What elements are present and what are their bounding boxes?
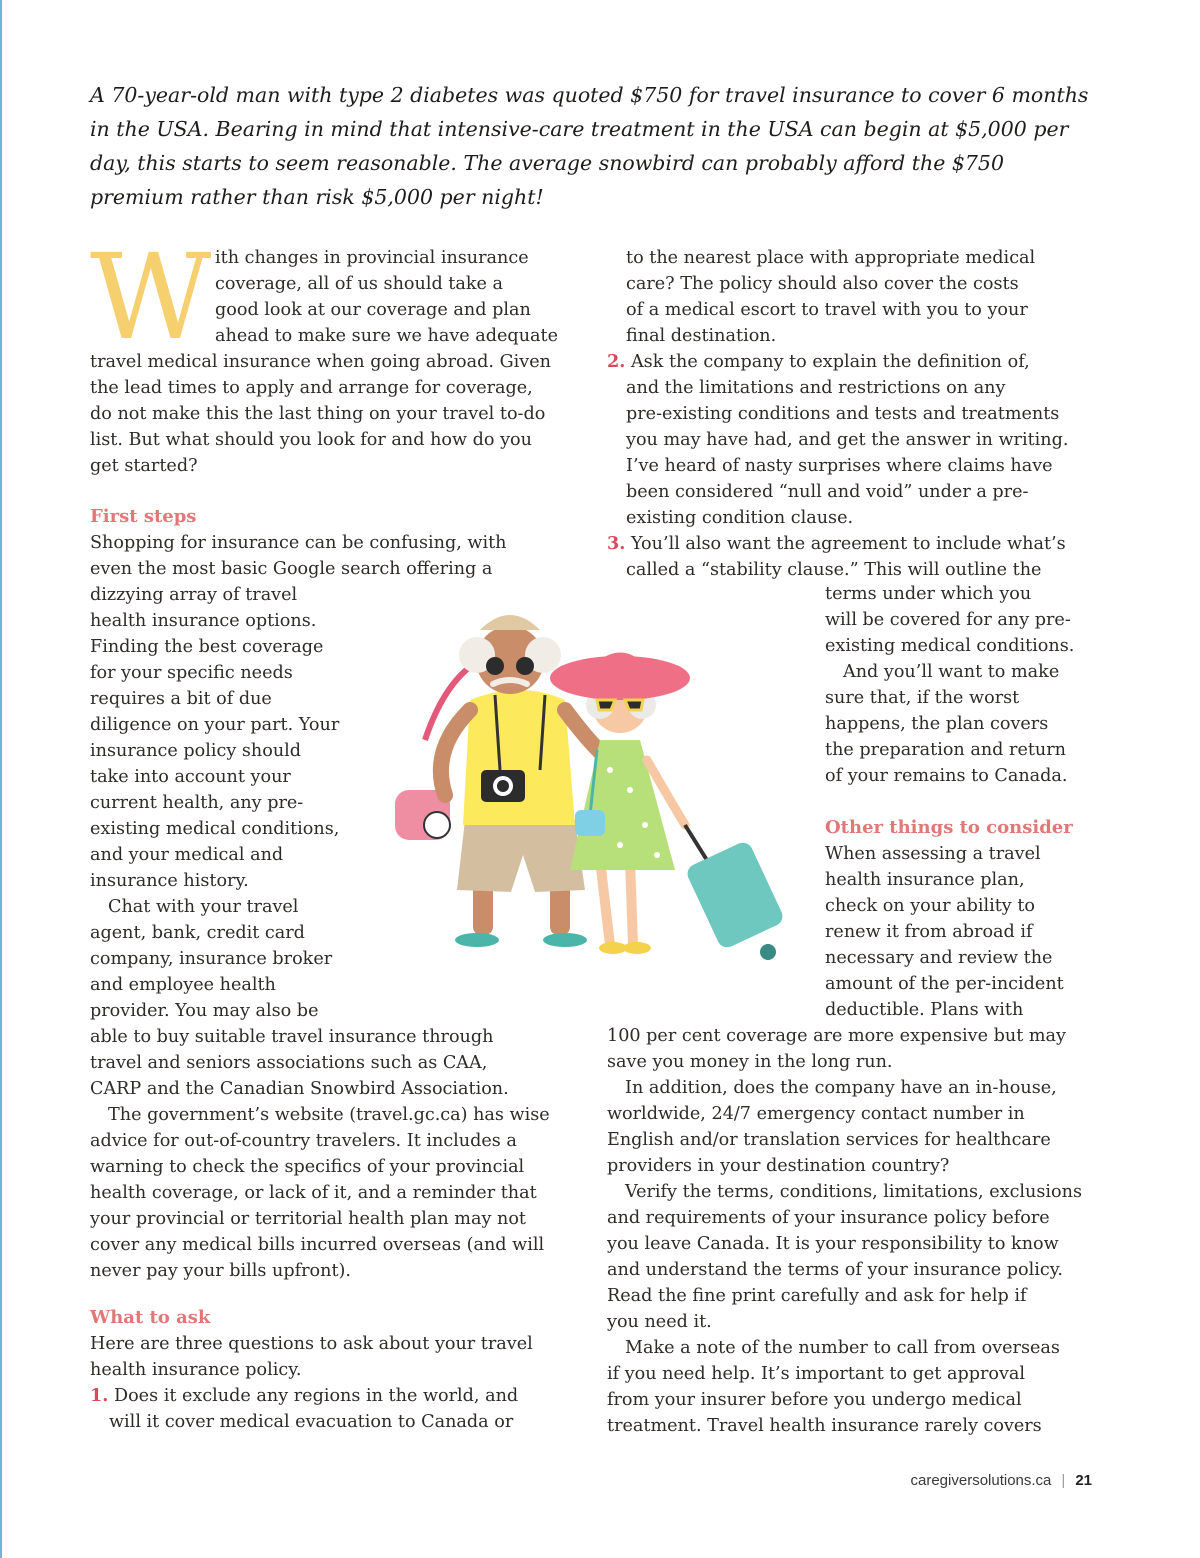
text-line: care? The policy should also cover the costs bbox=[626, 274, 1019, 294]
page-edge-rule bbox=[0, 0, 2, 1558]
text-line: and requirements of your insurance policy before bbox=[607, 1208, 1050, 1228]
list-text: Ask the company to explain the definition of, bbox=[630, 352, 1030, 372]
right-column-top bbox=[607, 245, 1068, 583]
text-line: worldwide, 24/7 emergency contact number in bbox=[607, 1104, 1025, 1124]
text-line: will it cover medical evacuation to Canada or bbox=[109, 1412, 514, 1432]
list-text: You’ll also want the agreement to include what’s bbox=[630, 534, 1066, 554]
list-item bbox=[607, 349, 1068, 375]
text-line: Shopping for insurance can be confusing, with bbox=[90, 533, 507, 553]
text-line: current health, any pre- bbox=[90, 793, 304, 813]
text-line: warning to check the specifics of your provincial bbox=[90, 1157, 525, 1177]
text-line: Finding the best coverage bbox=[90, 637, 324, 657]
list-item bbox=[607, 531, 1068, 557]
heading-other-things: Other things to consider bbox=[825, 817, 1073, 838]
text-line: for your specific needs bbox=[90, 663, 293, 683]
other-things-narrow bbox=[825, 841, 1064, 1023]
text-line: from your insurer before you undergo medical bbox=[607, 1390, 1022, 1410]
text-line: cover any medical bills incurred overseas (and will bbox=[90, 1235, 545, 1255]
text-line: and your medical and bbox=[90, 845, 284, 865]
heading-first-steps: First steps bbox=[90, 506, 197, 527]
text-line: And you’ll want to make bbox=[843, 662, 1060, 682]
text-line: treatment. Travel health insurance rarely covers bbox=[607, 1416, 1042, 1436]
text-line: and the limitations and restrictions on any bbox=[626, 378, 1006, 398]
text-line: terms under which you bbox=[825, 584, 1032, 604]
text-line: Chat with your travel bbox=[108, 897, 299, 917]
list-number: 3. bbox=[607, 533, 626, 554]
text-line: Verify the terms, conditions, limitations, exclusions bbox=[625, 1182, 1082, 1202]
text-line: of a medical escort to travel with you to your bbox=[626, 300, 1028, 320]
text-line: to the nearest place with appropriate medical bbox=[626, 248, 1036, 268]
text-line: health insurance policy. bbox=[90, 1360, 302, 1380]
intro-line: good look at our coverage and plan bbox=[215, 300, 531, 320]
text-line: English and/or translation services for healthcare bbox=[607, 1130, 1051, 1150]
text-line: health insurance plan, bbox=[825, 870, 1025, 890]
intro-paragraph: travel medical insurance when going abroad. Given the lead times to apply and arrange for coverage, do not make this the last thing on your travel to-do list. But what should you look for and how do you get started? bbox=[90, 352, 551, 476]
list-number: 2. bbox=[607, 351, 626, 372]
text-line: providers in your destination country? bbox=[607, 1156, 950, 1176]
text-line: travel and seniors associations such as CAA, bbox=[90, 1053, 488, 1073]
text-line: deductible. Plans with bbox=[825, 1000, 1024, 1020]
text-line: and employee health bbox=[90, 975, 276, 995]
text-line: I’ve heard of nasty surprises where claims have bbox=[626, 456, 1053, 476]
text-line: 100 per cent coverage are more expensive but may bbox=[607, 1026, 1066, 1046]
text-line: necessary and review the bbox=[825, 948, 1053, 968]
text-line: advice for out-of-country travelers. It includes a bbox=[90, 1131, 517, 1151]
text-line: insurance policy should bbox=[90, 741, 302, 761]
senior-travelers-illustration bbox=[385, 600, 815, 970]
text-line: pre-existing conditions and tests and treatments bbox=[626, 404, 1060, 424]
text-line: if you need help. It’s important to get approval bbox=[607, 1364, 1026, 1384]
text-line: the preparation and return bbox=[825, 740, 1066, 760]
what-to-ask-body bbox=[90, 1331, 533, 1435]
text-line: your provincial or territorial health plan may not bbox=[90, 1209, 527, 1229]
text-line: health insurance options. bbox=[90, 611, 317, 631]
text-line: final destination. bbox=[626, 326, 777, 346]
right-column-narrow bbox=[825, 581, 1074, 789]
text-line: even the most basic Google search offering a bbox=[90, 559, 493, 579]
text-line: never pay your bills upfront). bbox=[90, 1261, 351, 1281]
text-line: of your remains to Canada. bbox=[825, 766, 1068, 786]
pull-quote: A 70-year-old man with type 2 diabetes was quoted $750 for travel insurance to cover 6 months in the USA. Bearing in mind that intensive-care treatment in the USA can begin at $5,000 per day, this starts to seem reasonable. The average snowbird can probably afford the $750 premium rather than risk $5,000 per night! bbox=[90, 83, 1089, 209]
text-line: Here are three questions to ask about your travel bbox=[90, 1334, 533, 1354]
text-line: insurance history. bbox=[90, 871, 249, 891]
text-line: you may have had, and get the answer in writing. bbox=[626, 430, 1069, 450]
text-line: company, insurance broker bbox=[90, 949, 333, 969]
drop-cap: W bbox=[90, 228, 212, 366]
intro-line: ith changes in provincial insurance bbox=[215, 248, 529, 268]
heading-what-to-ask: What to ask bbox=[90, 1307, 211, 1328]
text-line: existing medical conditions. bbox=[825, 636, 1075, 656]
text-line: you leave Canada. It is your responsibility to know bbox=[607, 1234, 1059, 1254]
intro-line: ahead to make sure we have adequate bbox=[215, 326, 559, 346]
text-line: will be covered for any pre- bbox=[825, 610, 1071, 630]
intro-indented bbox=[215, 245, 558, 349]
text-line: Make a note of the number to call from overseas bbox=[625, 1338, 1060, 1358]
rolling-suitcase-icon bbox=[684, 825, 785, 960]
text-line: happens, the plan covers bbox=[825, 714, 1049, 734]
text-line: check on your ability to bbox=[825, 896, 1035, 916]
text-line: existing medical conditions, bbox=[90, 819, 340, 839]
text-line: diligence on your part. Your bbox=[90, 715, 340, 735]
other-things-body bbox=[607, 1023, 1082, 1439]
text-line: and understand the terms of your insurance policy. bbox=[607, 1260, 1063, 1280]
intro-line: coverage, all of us should take a bbox=[215, 274, 504, 294]
text-line: agent, bank, credit card bbox=[90, 923, 305, 943]
text-line: you need it. bbox=[607, 1312, 712, 1332]
page-footer bbox=[911, 1472, 1093, 1489]
text-line: CARP and the Canadian Snowbird Association. bbox=[90, 1079, 509, 1099]
text-line: The government’s website (travel.gc.ca) has wise bbox=[108, 1105, 550, 1125]
text-line: amount of the per-incident bbox=[825, 974, 1064, 994]
text-line: requires a bit of due bbox=[90, 689, 272, 709]
list-item bbox=[90, 1383, 533, 1409]
page-number: 21 bbox=[1075, 1472, 1092, 1489]
text-line: health coverage, or lack of it, and a reminder that bbox=[90, 1183, 537, 1203]
list-number: 1. bbox=[90, 1385, 109, 1406]
list-text: Does it exclude any regions in the world, and bbox=[113, 1386, 519, 1406]
text-line: called a “stability clause.” This will outline the bbox=[626, 560, 1042, 580]
text-line: renew it from abroad if bbox=[825, 922, 1033, 942]
text-line: Read the fine print carefully and ask for help if bbox=[607, 1286, 1027, 1306]
footer-site: caregiversolutions.ca bbox=[910, 1472, 1052, 1489]
intro-rest bbox=[90, 349, 560, 479]
text-line: save you money in the long run. bbox=[607, 1052, 893, 1072]
text-line: dizzying array of travel bbox=[90, 585, 298, 605]
text-line: provider. You may also be bbox=[90, 1001, 319, 1021]
text-line: able to buy suitable travel insurance through bbox=[90, 1027, 494, 1047]
text-line: In addition, does the company have an in-house, bbox=[625, 1078, 1057, 1098]
footer-separator: | bbox=[1061, 1472, 1066, 1489]
text-line: take into account your bbox=[90, 767, 291, 787]
text-line: been considered “null and void” under a pre- bbox=[626, 482, 1029, 502]
text-line: When assessing a travel bbox=[825, 844, 1041, 864]
text-line: existing condition clause. bbox=[626, 508, 854, 528]
text-line: sure that, if the worst bbox=[825, 688, 1020, 708]
